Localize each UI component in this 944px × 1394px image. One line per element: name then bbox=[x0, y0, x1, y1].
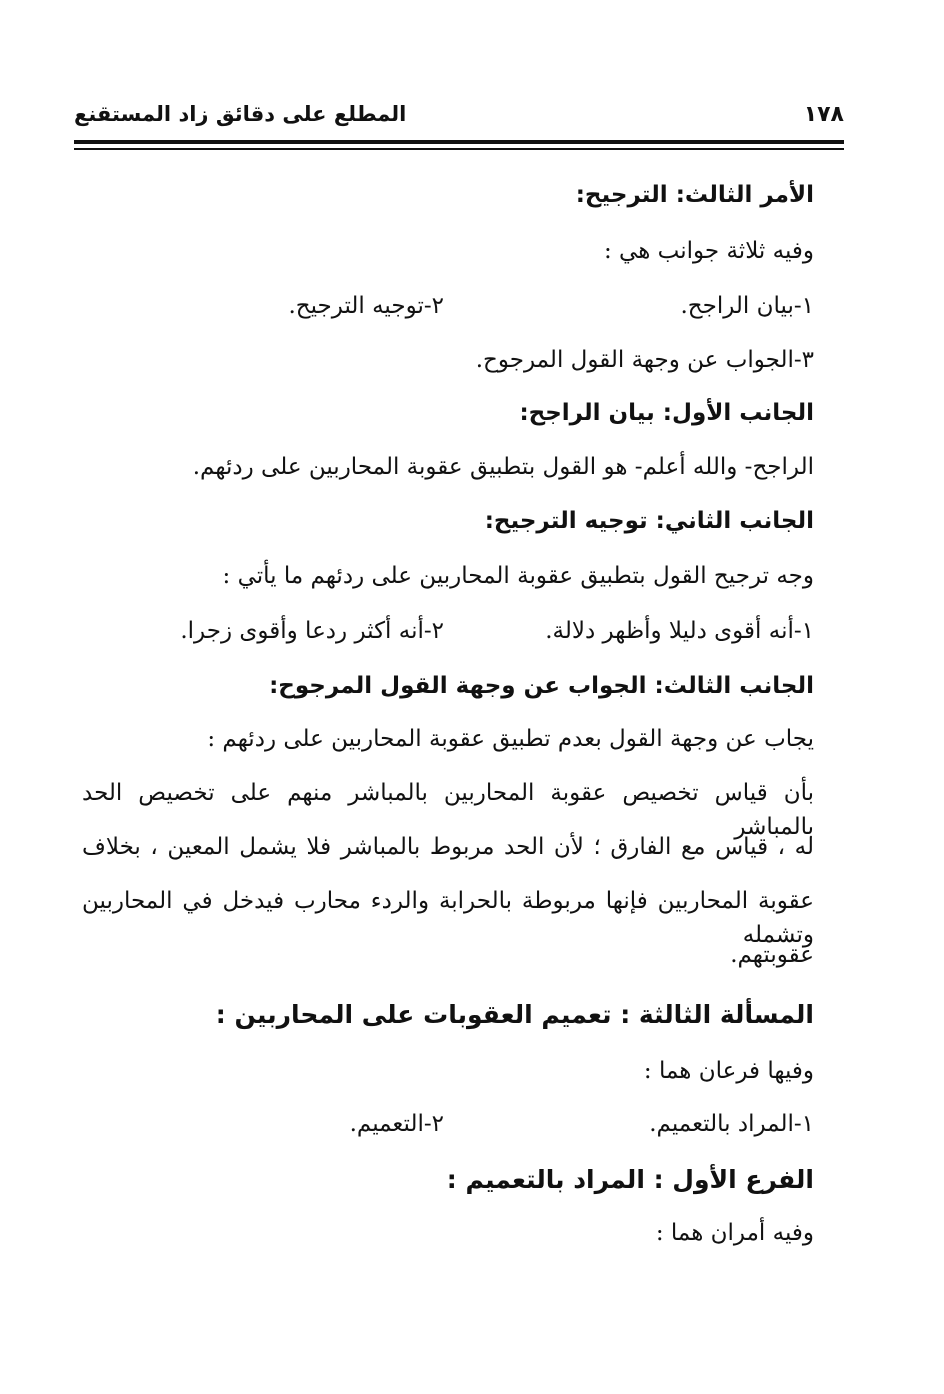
paragraph-answer-line3: عقوبة المحاربين فإنها مربوطة بالحرابة والردء محارب فيدخل في المحاربين وتشمله bbox=[82, 888, 814, 948]
header-rule-thick bbox=[74, 140, 844, 144]
heading-issue3: المسألة الثالثة : تعميم العقوبات على المحاربين : bbox=[215, 1000, 814, 1029]
header-rule-thin bbox=[74, 148, 844, 150]
paragraph-answer-intro: يجاب عن وجهة القول بعدم تطبيق عقوبة المحاربين على ردئهم : bbox=[207, 726, 814, 752]
heading-third-matter: الأمر الثالث: الترجيح: bbox=[575, 182, 814, 208]
list1-item2: ٢-توجيه الترجيح. bbox=[288, 293, 444, 319]
heading-aspect2: الجانب الثاني: توجيه الترجيح: bbox=[484, 508, 814, 534]
list1-item3: ٣-الجواب عن وجهة القول المرجوح. bbox=[475, 347, 814, 373]
paragraph-reason-intro: وجه ترجيح القول بتطبيق عقوبة المحاربين على ردئهم ما يأتي : bbox=[222, 563, 814, 589]
list1-item1: ١-بيان الراجح. bbox=[680, 293, 814, 319]
list3-item1: ١-المراد بالتعميم. bbox=[649, 1111, 814, 1137]
paragraph-two-branches: وفيها فرعان هما : bbox=[643, 1058, 814, 1084]
heading-aspect1: الجانب الأول: بيان الراجح: bbox=[519, 400, 814, 426]
list2-item2: ٢-أنه أكثر ردعا وأقوى زجرا. bbox=[180, 618, 444, 644]
paragraph-answer-line2: له ، قياس مع الفارق ؛ لأن الحد مربوط بالمباشر فلا يشمل المعين ، بخلاف bbox=[82, 834, 814, 860]
paragraph-answer-line4: عقوبتهم. bbox=[730, 942, 814, 968]
paragraph-answer-line1: بأن قياس تخصيص عقوبة المحاربين بالمباشر منهم على تخصيص الحد بالمباشر bbox=[82, 780, 814, 840]
paragraph-preferred: الراجح- والله أعلم- هو القول بتطبيق عقوبة المحاربين على ردئهم. bbox=[192, 454, 814, 480]
paragraph-two-matters: وفيه أمران هما : bbox=[655, 1220, 814, 1246]
book-title: المطلع على دقائق زاد المستقنع bbox=[74, 102, 407, 126]
list3-item2: ٢-التعميم. bbox=[349, 1111, 444, 1137]
page-number: ١٧٨ bbox=[803, 102, 844, 127]
page-header bbox=[74, 100, 844, 140]
list2-item1: ١-أنه أقوى دليلا وأظهر دلالة. bbox=[545, 618, 814, 644]
paragraph-three-aspects: وفيه ثلاثة جوانب هي : bbox=[604, 238, 814, 264]
heading-branch1: الفرع الأول : المراد بالتعميم : bbox=[446, 1165, 814, 1194]
heading-aspect3: الجانب الثالث: الجواب عن وجهة القول المرجوح: bbox=[269, 673, 814, 699]
